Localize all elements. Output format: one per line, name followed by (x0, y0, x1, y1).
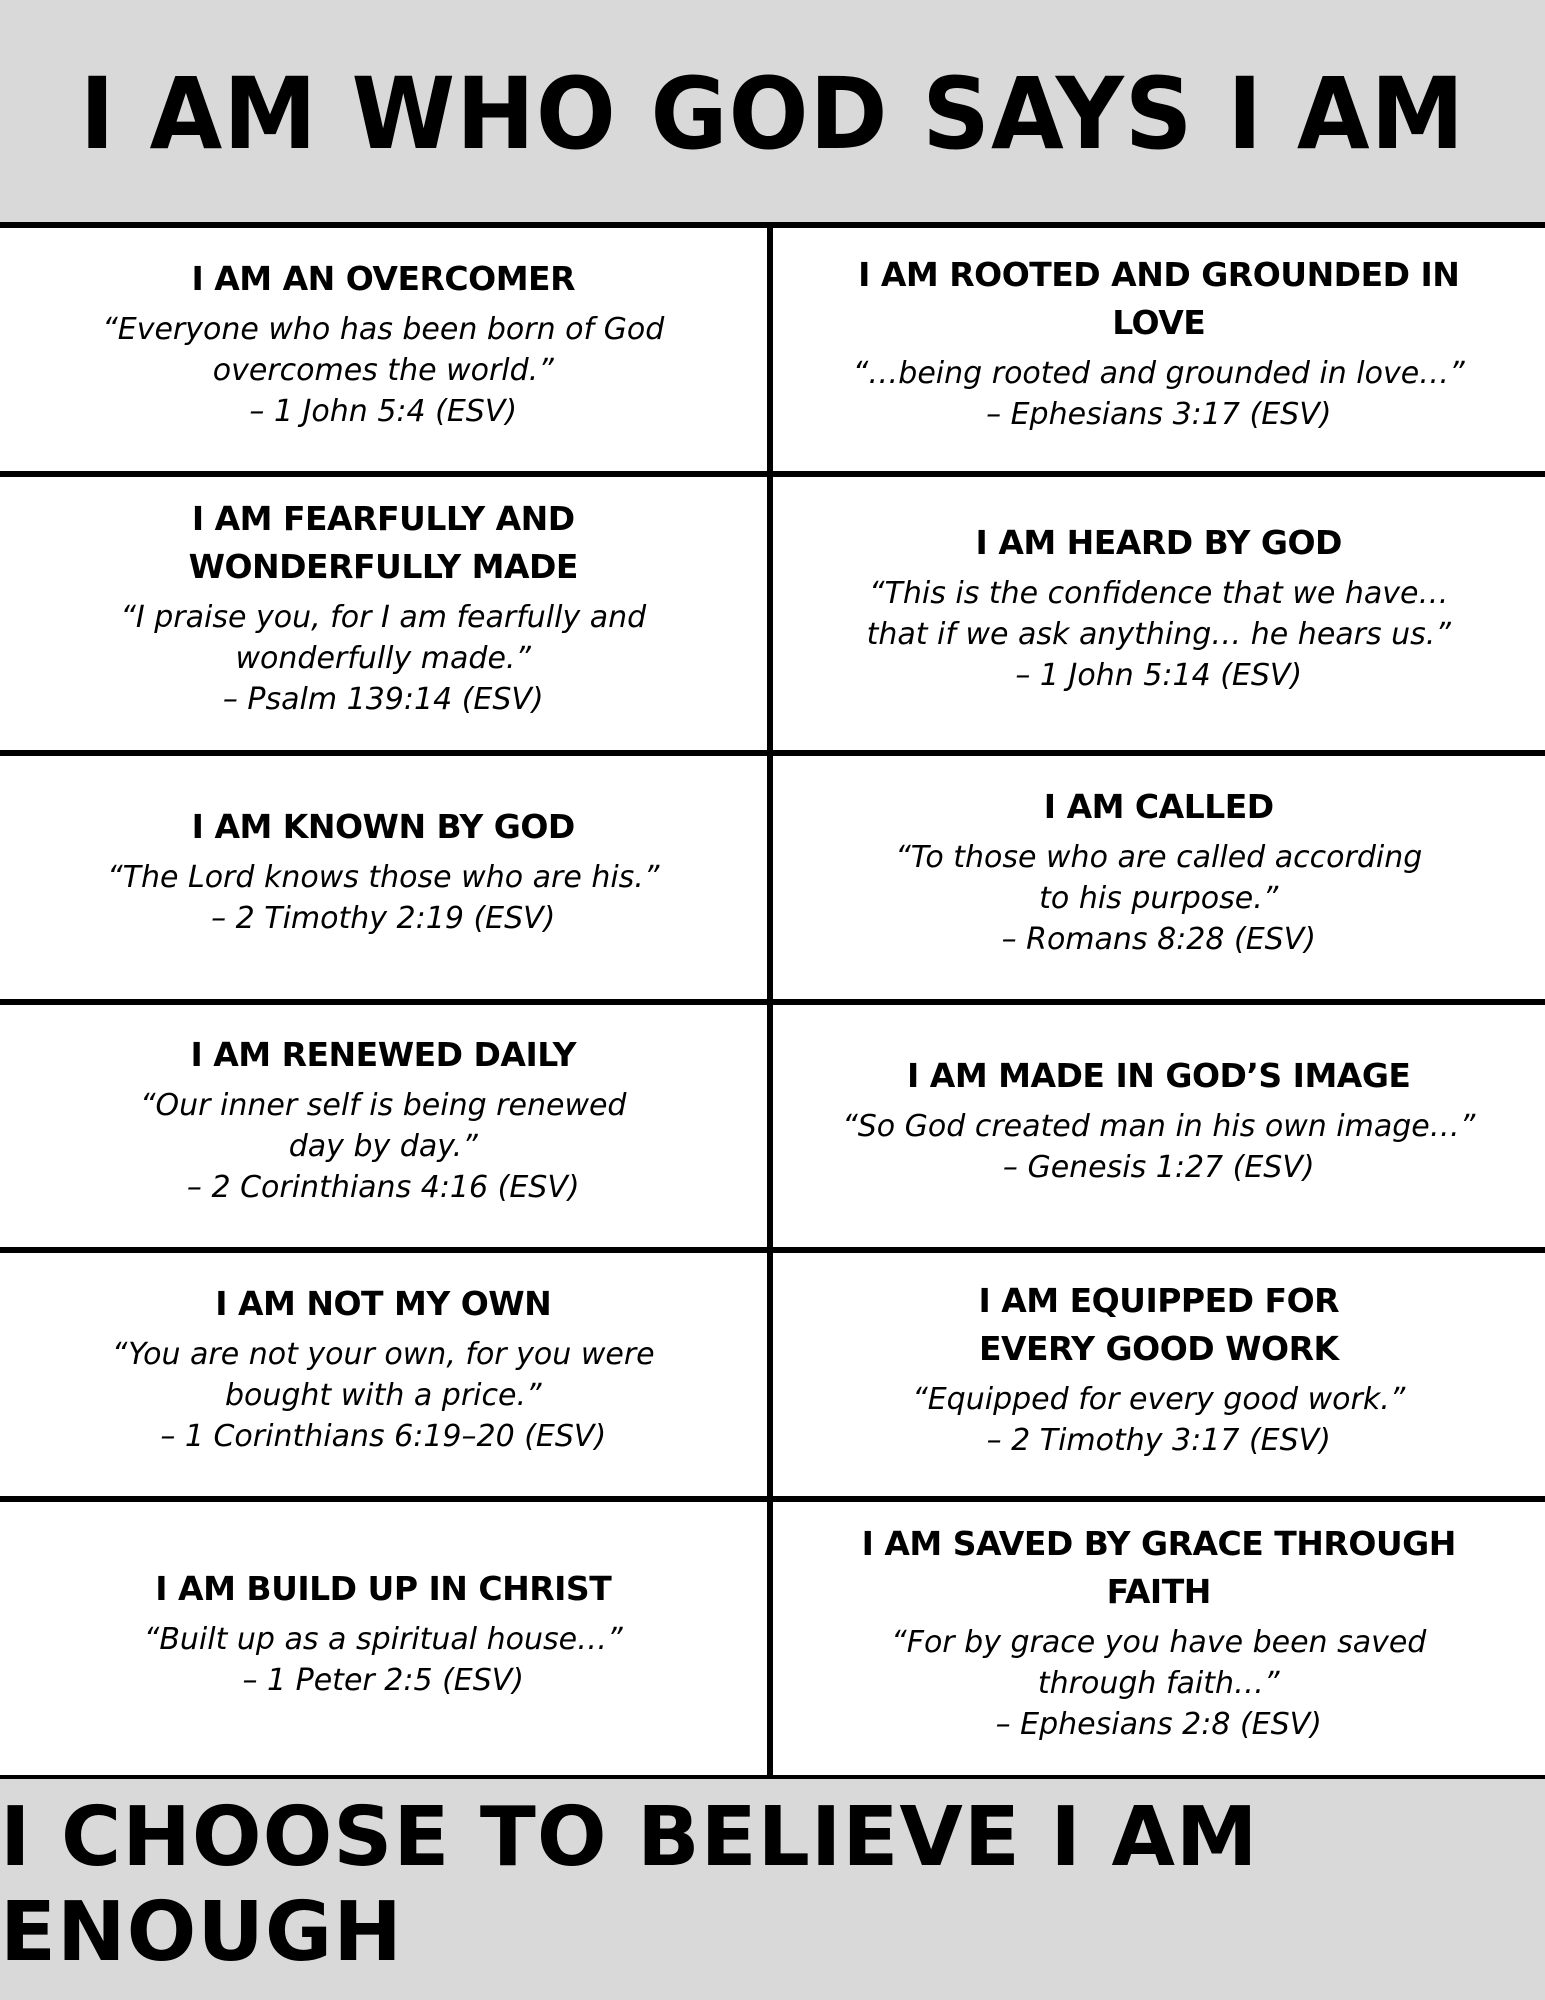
card-reference: – Romans 8:28 (ESV) (1001, 921, 1316, 957)
card-reference: – 1 John 5:14 (ESV) (1015, 657, 1303, 693)
card-reference: – Ephesians 3:17 (ESV) (986, 397, 1332, 433)
card-quote: “This is the confidence that we have… that if we ask anything… he hears us.” (866, 575, 1451, 652)
card-reference: – Genesis 1:27 (ESV) (1002, 1149, 1315, 1185)
card-heading: I AM EQUIPPED FOR EVERY GOOD WORK (978, 1280, 1340, 1368)
card-heading: I AM ROOTED AND GROUNDED IN LOVE (858, 255, 1460, 343)
card-quote: “So God created man in his own image…” (842, 1108, 1476, 1144)
card-reference: – 2 Corinthians 4:16 (ESV) (186, 1170, 580, 1206)
affirmation-card-rooted (773, 228, 1545, 477)
affirmation-card-gods-image (773, 1005, 1545, 1254)
footer-band (0, 1779, 1545, 2000)
affirmation-card-overcomer (0, 228, 773, 477)
affirmation-card-heard (773, 477, 1545, 756)
card-heading: I AM FEARFULLY AND WONDERFULLY MADE (188, 498, 578, 586)
card-heading: I AM HEARD BY GOD (975, 522, 1342, 562)
affirmation-card-built-up (0, 1502, 773, 1775)
header-band (0, 0, 1545, 218)
card-quote: “You are not your own, for you were bought with a price.” (111, 1337, 655, 1414)
poster-tagline: I CHOOSE TO BELIEVE I AM ENOUGH (0, 1789, 1259, 1980)
card-heading: I AM KNOWN BY GOD (191, 807, 575, 847)
affirmation-card-equipped (773, 1253, 1545, 1502)
affirmation-grid (0, 222, 1545, 1779)
card-heading: I AM BUILD UP IN CHRIST (155, 1568, 612, 1608)
affirmation-card-saved-by-grace (773, 1502, 1545, 1775)
card-reference: – 1 Corinthians 6:19–20 (ESV) (160, 1419, 607, 1455)
card-heading: I AM AN OVERCOMER (191, 258, 575, 298)
affirmation-card-renewed (0, 1005, 773, 1254)
affirmation-card-not-my-own (0, 1253, 773, 1502)
card-quote: “…being rooted and grounded in love…” (852, 356, 1465, 392)
card-quote: “I praise you, for I am fearfully and wonderfully made.” (120, 599, 647, 676)
card-reference: – Ephesians 2:8 (ESV) (995, 1707, 1322, 1742)
card-quote: “Equipped for every good work.” (912, 1381, 1406, 1417)
card-quote: “To those who are called according to his purpose.” (895, 839, 1423, 916)
poster-title: I AM WHO GOD SAYS I AM (79, 57, 1466, 172)
card-heading: I AM NOT MY OWN (215, 1284, 552, 1324)
card-reference: – 2 Timothy 3:17 (ESV) (986, 1422, 1331, 1458)
card-quote: “Our inner self is being renewed day by day.” (140, 1088, 627, 1165)
affirmation-card-called (773, 756, 1545, 1005)
card-heading: I AM CALLED (1043, 786, 1274, 826)
card-heading: I AM SAVED BY GRACE THROUGH FAITH (861, 1524, 1456, 1611)
card-heading: I AM MADE IN GOD’S IMAGE (907, 1055, 1411, 1095)
card-quote: “Built up as a spiritual house…” (143, 1621, 623, 1657)
card-reference: – 1 Peter 2:5 (ESV) (242, 1662, 525, 1698)
card-quote: “Everyone who has been born of God overcomes the world.” (102, 311, 665, 388)
card-reference: – 2 Timothy 2:19 (ESV) (211, 901, 556, 937)
card-quote: “The Lord knows those who are his.” (107, 860, 660, 896)
card-quote: “For by grace you have been saved through faith…” (891, 1625, 1427, 1701)
affirmation-card-known (0, 756, 773, 1005)
affirmation-card-fearfully-made (0, 477, 773, 756)
card-heading: I AM RENEWED DAILY (190, 1035, 577, 1075)
card-reference: – 1 John 5:4 (ESV) (249, 393, 518, 429)
card-reference: – Psalm 139:14 (ESV) (222, 681, 544, 717)
